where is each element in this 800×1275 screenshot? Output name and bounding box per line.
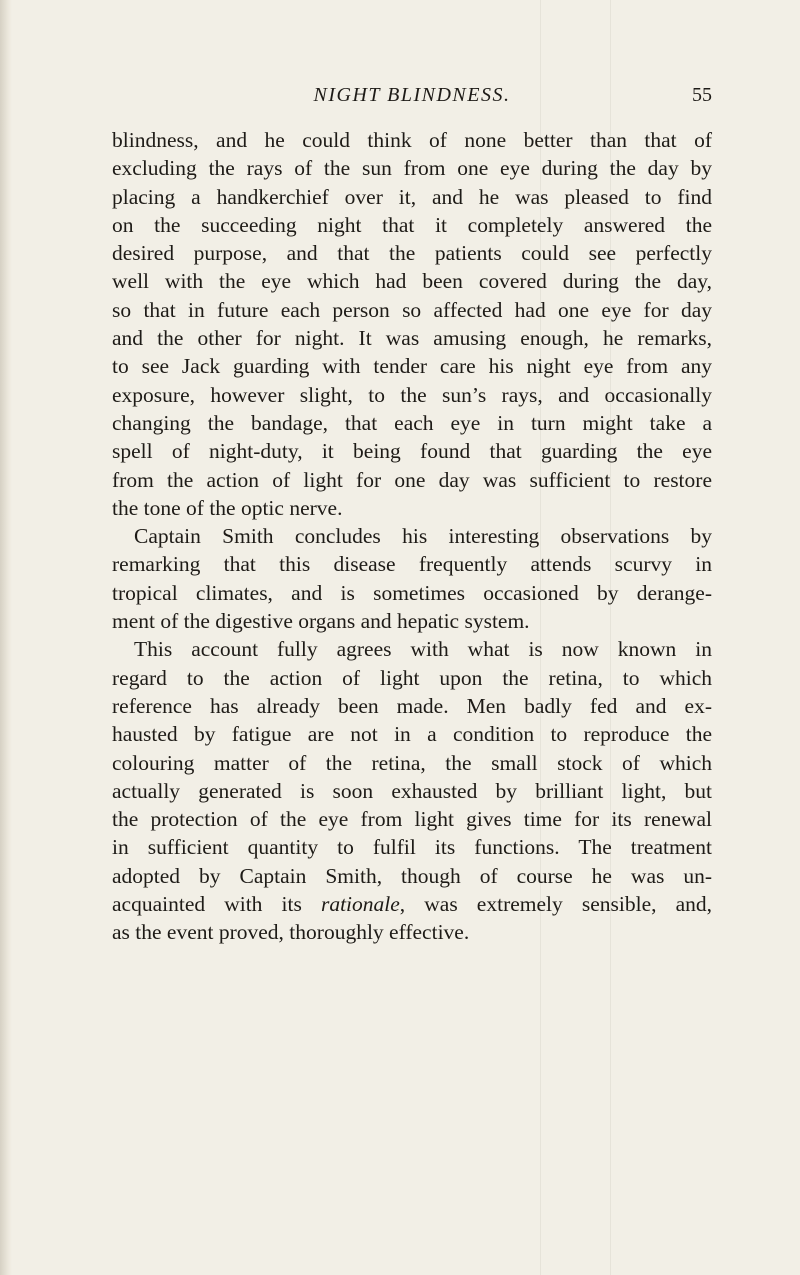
text-line: from the action of light for one day was sufficient to restore bbox=[112, 467, 712, 492]
text-line: the tone of the optic nerve. bbox=[112, 495, 343, 520]
text-line: exposure, however slight, to the sun’s rays, and occasionally bbox=[112, 382, 712, 407]
text-line: reference has already been made. Men badly fed and ex- bbox=[112, 693, 712, 718]
text-line: on the succeeding night that it completely answered the bbox=[112, 212, 712, 237]
text-line: adopted by Captain Smith, though of course he was un- bbox=[112, 863, 712, 888]
text-line: regard to the action of light upon the retina, to which bbox=[112, 665, 712, 690]
running-title: NIGHT BLINDNESS. bbox=[313, 84, 511, 106]
text-line: as the event proved, thoroughly effective. bbox=[112, 920, 470, 945]
text-line: This account fully agrees with what is now known in bbox=[134, 637, 712, 662]
text-line: changing the bandage, that each eye in turn might take a bbox=[112, 410, 712, 435]
text-line: actually generated is soon exhausted by brilliant light, but bbox=[112, 778, 712, 803]
text-line: the protection of the eye from light gives time for its renewal bbox=[112, 807, 712, 832]
page-number: 55 bbox=[692, 84, 712, 106]
text-line: spell of night-duty, it being found that guarding the eye bbox=[112, 439, 712, 464]
text-line: blindness, and he could think of none better than that of bbox=[112, 128, 712, 152]
binding-edge bbox=[0, 0, 12, 1275]
text-line: tropical climates, and is sometimes occasioned by derange- bbox=[112, 580, 712, 605]
text-line-with-italic bbox=[112, 890, 712, 918]
text-line: hausted by fatigue are not in a condition to reproduce the bbox=[112, 722, 712, 747]
text-line: and the other for night. It was amusing enough, he remarks, bbox=[112, 326, 712, 351]
text-line: placing a handkerchief over it, and he was pleased to find bbox=[112, 184, 712, 209]
text-line: colouring matter of the retina, the small stock of which bbox=[112, 750, 712, 775]
text-line: ment of the digestive organs and hepatic system. bbox=[112, 609, 530, 634]
text-line: to see Jack guarding with tender care his night eye from any bbox=[112, 354, 712, 379]
italic-term: rationale bbox=[320, 892, 400, 917]
text-segment: , was extremely sensible, and, bbox=[399, 892, 713, 917]
page-header bbox=[112, 84, 712, 116]
body-text bbox=[112, 126, 712, 947]
text-line: desired purpose, and that the patients could see perfectly bbox=[112, 241, 712, 266]
text-segment: acquainted with its bbox=[112, 892, 321, 917]
text-line: so that in future each person so affected had one eye for day bbox=[112, 297, 712, 322]
text-line: excluding the rays of the sun from one eye during the day by bbox=[112, 156, 712, 181]
text-line: Captain Smith concludes his interesting observations by bbox=[134, 524, 712, 549]
text-line: remarking that this disease frequently attends scurvy in bbox=[112, 552, 712, 577]
text-line: in sufficient quantity to fulfil its functions. The treatment bbox=[112, 835, 712, 860]
text-line: well with the eye which had been covered during the day, bbox=[112, 269, 712, 294]
